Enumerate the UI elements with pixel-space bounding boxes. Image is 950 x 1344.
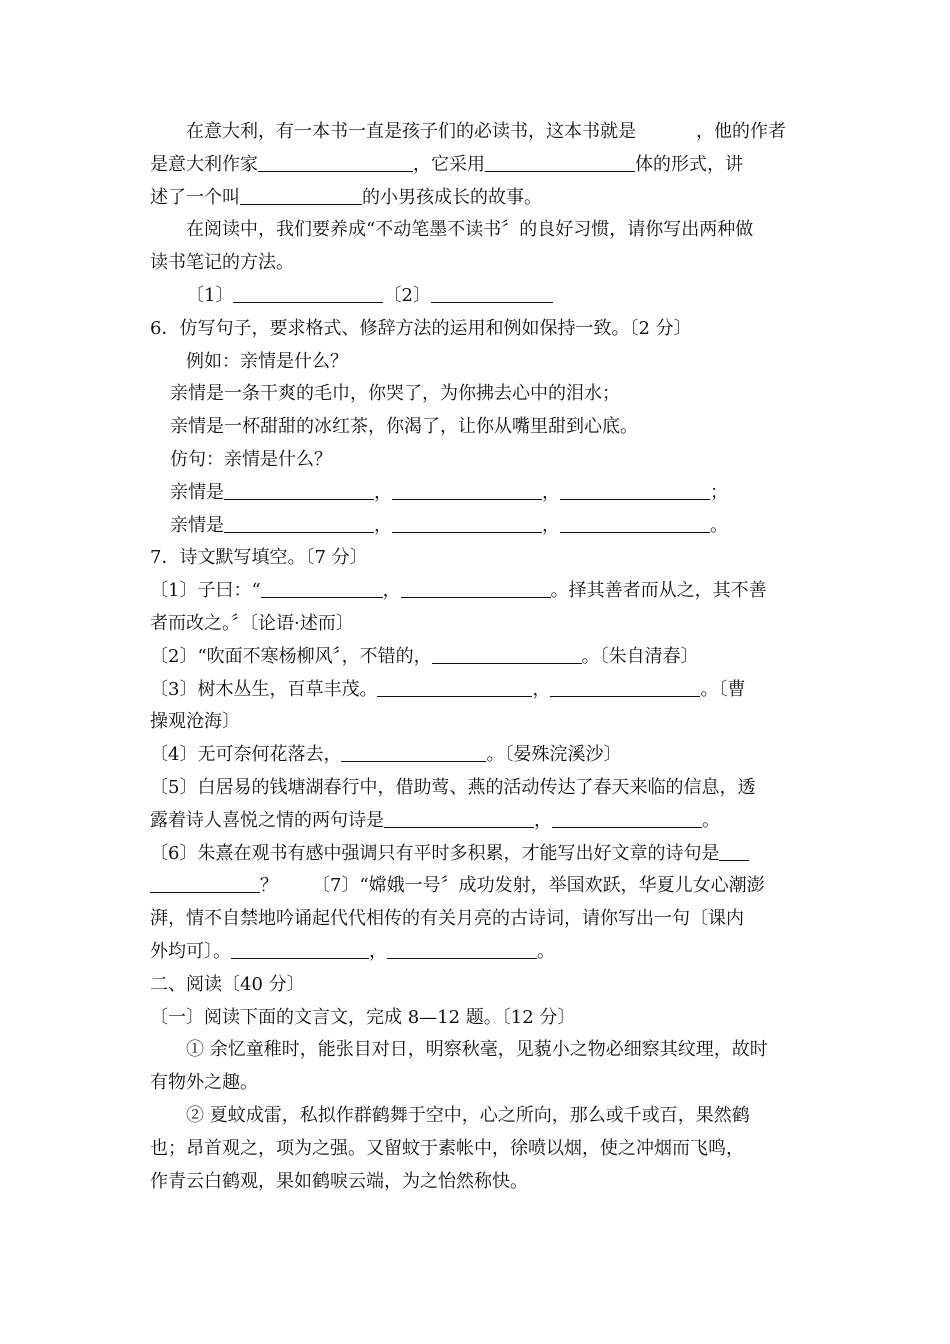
q7-item-6-cont: ？ 〔7〕“嫦娥一号〞成功发射，举国欢跃，华夏儿女心潮澎 bbox=[150, 870, 810, 903]
q5-answers: 〔1〕 〔2〕 bbox=[150, 280, 810, 313]
answer-blank[interactable] bbox=[240, 182, 362, 205]
q6-title: 6．仿写句子，要求格式、修辞方法的运用和例如保持一致。〔2 分〕 bbox=[150, 317, 692, 339]
q7-item-1: 〔1〕子曰：“ ， 。择其善者而从之，其不善 bbox=[150, 575, 810, 608]
reading-subtitle: 〔一〕阅读下面的文言文，完成 8—12 题。〔12 分〕 bbox=[150, 1006, 576, 1028]
q7-item-1-cont: 者而改之。〞〔论语·述而〕 bbox=[150, 612, 354, 634]
q5-line-1: 在阅读中，我们要养成“不动笔墨不读书〞的良好习惯，请你写出两种做 bbox=[186, 219, 754, 241]
q7-item-6: 〔6〕朱熹在观书有感中强调只有平时多积累，才能写出好文章的诗句是 bbox=[150, 838, 810, 871]
answer-blank[interactable] bbox=[560, 477, 710, 500]
q7-item-5: 〔5〕白居易的钱塘湖春行中，借助莺、燕的活动传达了春天来临的信息，透 bbox=[150, 776, 756, 798]
passage-paragraph-2-end: 作青云白鹤观，果如鹤唳云端，为之怡然称快。 bbox=[150, 1170, 528, 1192]
answer-blank[interactable] bbox=[485, 149, 635, 172]
answer-blank[interactable] bbox=[377, 674, 532, 697]
answer-blank[interactable] bbox=[560, 510, 710, 533]
answer-blank[interactable] bbox=[341, 739, 486, 762]
q7-item-2: 〔2〕“吹面不寒杨柳风〞，不错的， 。〔朱自清春〕 bbox=[150, 641, 810, 674]
answer-blank[interactable] bbox=[384, 805, 534, 828]
answer-blank[interactable] bbox=[231, 936, 369, 959]
answer-blank[interactable] bbox=[224, 510, 374, 533]
q7-title: 7．诗文默写填空。〔7 分〕 bbox=[150, 547, 368, 569]
q7-item-3: 〔3〕树木丛生，百草丰茂。 ， 。〔曹 bbox=[150, 674, 810, 707]
q6-imitate: 仿句：亲情是什么？ bbox=[170, 448, 332, 470]
reading-title: 二、阅读〔40 分〕 bbox=[150, 973, 305, 995]
answer-blank[interactable] bbox=[552, 805, 702, 828]
q6-answer-1: 亲情是 ， ， ； bbox=[150, 477, 810, 510]
q4-line-1: 在意大利，有一本书一直是孩子们的必读书，这本书就是 ，他的作者 bbox=[150, 116, 810, 149]
answer-blank[interactable] bbox=[258, 149, 413, 172]
q7-item-7-answer: 外均可〕。 ， 。 bbox=[150, 936, 810, 969]
answer-blank[interactable] bbox=[432, 641, 582, 664]
passage-paragraph-2: ② 夏蚊成雷，私拟作群鹤舞于空中，心之所向，那么或千或百，果然鹤 bbox=[186, 1104, 750, 1126]
answer-blank[interactable] bbox=[431, 280, 553, 303]
answer-blank[interactable] bbox=[636, 117, 696, 139]
q7-item-5-cont: 露着诗人喜悦之情的两句诗是 ， 。 bbox=[150, 805, 810, 838]
q6-answer-2: 亲情是 ， ， 。 bbox=[150, 510, 810, 543]
answer-blank[interactable] bbox=[387, 936, 537, 959]
answer-blank[interactable] bbox=[150, 870, 260, 893]
answer-blank[interactable] bbox=[224, 477, 374, 500]
q6-sentence-2: 亲情是一杯甜甜的冰红茶，你渴了，让你从嘴里甜到心底。 bbox=[170, 416, 638, 438]
q4-line-2: 是意大利作家 ，它采用 体的形式，讲 bbox=[150, 149, 810, 182]
q4-line-3: 述了一个叫 的小男孩成长的故事。 bbox=[150, 182, 810, 215]
q6-example: 例如：亲情是什么？ bbox=[186, 350, 348, 372]
answer-blank[interactable] bbox=[392, 477, 542, 500]
q7-item-7-cont: 湃，情不自禁地吟诵起代代相传的有关月亮的古诗词，请你写出一句〔课内 bbox=[150, 908, 744, 930]
q6-sentence-1: 亲情是一条干爽的毛巾，你哭了，为你拂去心中的泪水； bbox=[170, 383, 620, 405]
q7-item-4: 〔4〕无可奈何花落去， 。〔晏殊浣溪沙〕 bbox=[150, 739, 810, 772]
answer-blank[interactable] bbox=[392, 510, 542, 533]
answer-blank[interactable] bbox=[401, 575, 551, 598]
answer-blank[interactable] bbox=[261, 575, 383, 598]
document-page bbox=[150, 116, 810, 1198]
answer-blank[interactable] bbox=[233, 280, 383, 303]
passage-paragraph-2-cont: 也；昂首观之，项为之强。又留蚊于素帐中，徐喷以烟，使之冲烟而飞鸣， bbox=[150, 1137, 744, 1159]
q5-line-2: 读书笔记的方法。 bbox=[150, 252, 294, 274]
q7-item-3-cont: 操观沧海〕 bbox=[150, 711, 240, 733]
answer-blank[interactable] bbox=[550, 674, 700, 697]
passage-paragraph-1-cont: 有物外之趣。 bbox=[150, 1072, 258, 1094]
passage-paragraph-1: ① 余忆童稚时，能张目对日，明察秋毫，见藐小之物必细察其纹理，故时 bbox=[186, 1039, 768, 1061]
answer-blank[interactable] bbox=[719, 838, 749, 861]
